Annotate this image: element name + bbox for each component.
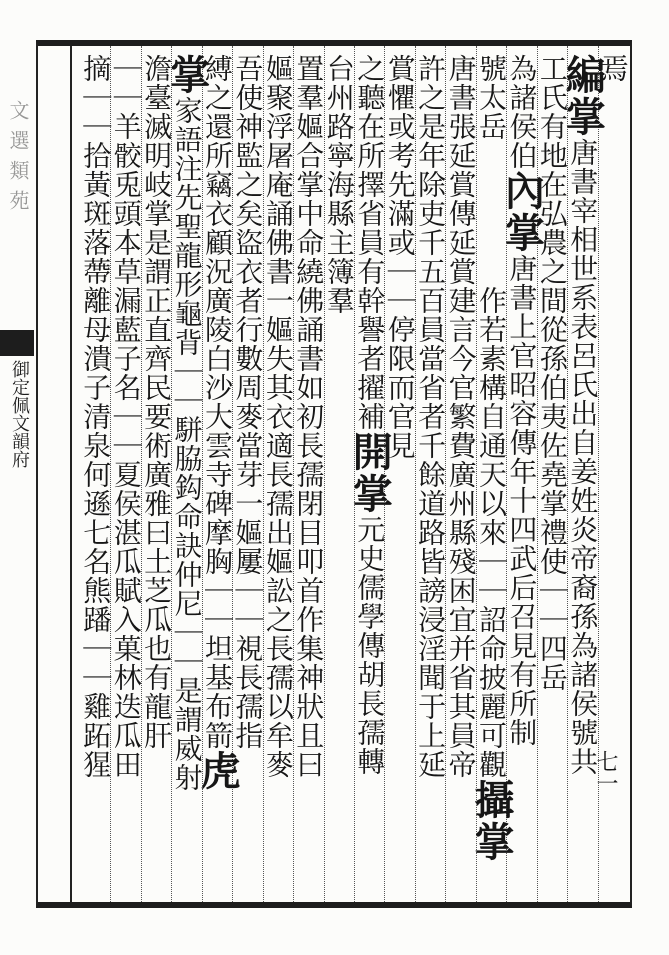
entry-text: 置羣嫗合掌中命繞佛誦書如初長孺閉目叩首作集神狀且曰: [292, 54, 326, 779]
frame-inner-rule: [70, 46, 72, 902]
entry-text: 焉: [596, 54, 630, 83]
entry-headword: 編掌: [559, 54, 607, 138]
entry-text: 澹臺滅明岐掌是謂正直齊民要術廣雅曰土芝瓜也有龍肝: [140, 54, 174, 750]
page-number: 七一: [593, 750, 618, 794]
margin-book-title: 御定佩文韻府: [9, 360, 30, 468]
fold-margin: [0, 40, 36, 908]
entry-text: 台州路寧海縣主簿羣: [322, 54, 356, 315]
entry-text: 元史儒學傳胡長孺轉: [353, 515, 387, 776]
entry-text: 摘｜｜拾黃斑落蔕離母潰子清泉何遜七名熊蹯｜｜雞跖猩: [79, 54, 113, 779]
text-column: [261, 54, 295, 896]
entry-headword: 掌: [163, 54, 211, 96]
entry-text: 唐書宰相世系表呂氏出自姜姓炎帝裔孫為諸侯號共: [566, 138, 600, 776]
text-column: [498, 54, 546, 896]
entry-text: 嫗聚浮屠庵誦佛書一嫗失其衣適長孺出嫗訟之長孺以牟麥: [261, 54, 295, 779]
entry-text: 作若素構自通天以來｜｜詔命披麗可觀: [475, 286, 508, 779]
text-column: [291, 54, 325, 896]
text-column: [346, 54, 394, 896]
text-column: [194, 54, 241, 896]
entry-text: [475, 141, 508, 286]
text-column: [444, 54, 478, 896]
margin-faint-text: 文選類苑: [6, 100, 30, 220]
entry-headword: 虎: [194, 750, 241, 792]
text-column: [139, 54, 173, 896]
entry-text: 賞懼或考先滿或｜｜停限而官見: [383, 54, 417, 460]
entry-text: 許之是年除吏千五百員當省者千餘道路皆謗浸淫聞于上延: [414, 54, 448, 779]
entry-text: ｜｜羊骹兎頭本草漏藍子名｜｜夏侯湛瓜賦入菓林迭瓜田: [109, 54, 143, 779]
text-column: [78, 54, 112, 896]
entry-text: 工氏有地在弘農之間從孫伯夷佐堯掌禮使｜｜四岳: [535, 54, 569, 692]
fish-tail-mark: [0, 330, 34, 356]
entry-text: 之聽在所擇省員有幹譽者擢補: [353, 54, 387, 431]
entry-text: 號太岳: [475, 54, 508, 141]
entry-headword: 開掌: [346, 431, 394, 515]
entry-text: 家語注先聖龍形龜背｜｜駢脇鈎命訣仲尼｜｜是謂威射: [170, 96, 204, 792]
text-column: [109, 54, 143, 896]
entry-text: 吾使神監之矣盜衣者行數周麥當芽一嫗屢｜｜視長孺指: [231, 54, 265, 750]
entry-text: 為諸侯伯: [505, 54, 539, 170]
text-column: [322, 54, 356, 896]
text-column: [163, 54, 211, 896]
entry-headword: 內掌: [498, 170, 546, 254]
text-column: [413, 54, 447, 896]
entry-text: 唐書張延賞傳延賞建言今官繁費廣州縣殘困宜并省其員帝: [444, 54, 478, 779]
entry-text: 縛之還所竊衣顧況廣陵白沙大雲寺碑摩胸｜｜坦基布箭: [201, 54, 234, 750]
text-column: [468, 54, 515, 896]
entry-headword: 攝掌: [468, 779, 515, 863]
entry-text: 唐書上官昭容傳年十四武后召見有所制: [505, 254, 539, 747]
